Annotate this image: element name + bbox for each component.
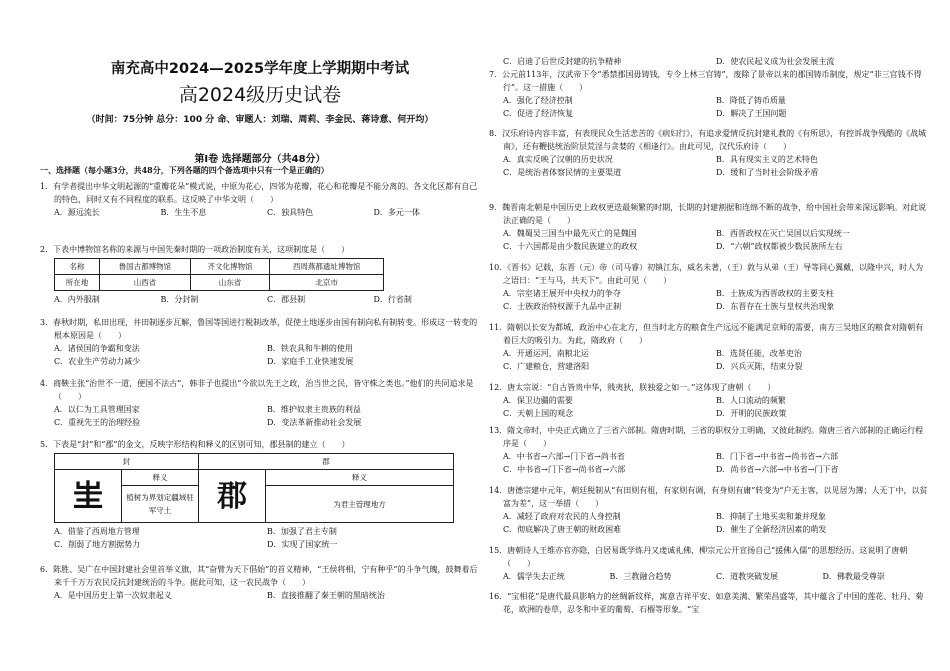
question-2	[40, 243, 480, 306]
exam-subtitle: 高2024级历史试卷	[178, 84, 342, 106]
option-c: C．削弱了地方割据势力	[54, 540, 141, 549]
table-cell: 名称	[55, 259, 100, 275]
question-stem: 16．“宝相花”是唐代最具影响力的丝绸新纹样，寓意吉祥平安、如意美满、繁荣昌盛等，其中蕴含了中国的莲花、牡丹、菊花，欧洲的卷草，忍冬和中亚的葡萄、石榴等形象。“宝	[489, 592, 924, 614]
question-13	[489, 424, 929, 476]
question-stem: 9．魏晋南北朝是中国历史上政权更迭最频繁的时期，长期的封建割据和连绵不断的战争，给中国社会带来深远影响。对此说法正确的是（ ）	[489, 203, 927, 225]
option-c: C．彻底解决了唐王朝的财政困难	[503, 525, 622, 534]
option-c: C．道教突破发展	[716, 572, 779, 581]
option-b: B．直接推翻了秦王朝的黑暗统治	[267, 591, 385, 600]
table-cell: 植树为界划定疆域驻军守土	[122, 486, 199, 523]
question-stem: 10．《晋书》记载，东晋（元）帝（司马睿）初镇江东，威名未著，（王）敦与从弟（王）导等同心翼戴，以隆中兴，时人为之语曰：“王与马，共天下”。由此可见（ ）	[489, 263, 924, 285]
question-15	[489, 544, 929, 583]
option-b: B．人口流动的频繁	[716, 396, 786, 405]
option-a: A．内外服制	[54, 295, 100, 304]
option-c: C．启迪了后世反封建的抗争精神	[503, 57, 622, 66]
table-cell: 齐文化博物馆	[190, 259, 269, 275]
option-c: C．士族政治特权源于九品中正制	[503, 302, 622, 311]
question-stem: 12．唐太宗说：“自古皆贵中华，贱夷狄，朕独爱之如一。”这体现了唐朝（ ）	[489, 383, 776, 392]
option-a: A．开通运河，南粮北运	[503, 349, 589, 358]
question-10	[489, 261, 929, 313]
instruction: 一、选择题（每小题3分，共48分，下列各题的四个备选项中只有一个是正确的）	[40, 165, 329, 175]
option-b: B．具有现实主义的艺术特色	[716, 155, 818, 164]
option-d: D．催生了全新经济因素的萌发	[716, 525, 827, 534]
section-heading: 第Ⅰ卷 选择题部分（共48分）	[194, 154, 326, 165]
option-d: D．实现了国家统一	[267, 540, 338, 549]
option-d: D．缓和了当时社会阶级矛盾	[716, 168, 819, 177]
question-4	[40, 377, 480, 429]
table-cell: 鲁国古都博物馆	[100, 259, 191, 275]
question-8	[489, 127, 929, 179]
option-b: B．抑制了土地买卖和兼并现象	[716, 512, 826, 521]
question-stem: 13．隋文帝时，中央正式确立了三省六部制。隋唐时期，三省的职权分工明确，又彼此制约。隋唐三省六部制的正确运行程序是（ ）	[489, 426, 924, 448]
option-c: C．中书省→门下省→尚书省→六部	[503, 465, 626, 474]
exam-title: 南充高中2024—2025学年度上学期期中考试	[110, 61, 410, 77]
question-14	[489, 484, 929, 536]
question-7	[489, 68, 929, 120]
table-cell: 所在地	[55, 275, 100, 291]
option-a: A．减轻了政府对农民的人身控制	[503, 512, 621, 521]
option-b: B．维护奴隶主贵族的利益	[267, 405, 361, 414]
question-5	[40, 438, 480, 551]
option-b: B．门下省→中书省→尚书省→六部	[716, 452, 838, 461]
question-stem: 2．下表中博物馆名称的来源与中国先秦时期的一项政治制度有关，这项制度是（ ）	[40, 245, 350, 254]
option-b: B．士族成为西晋政权的主要支柱	[716, 289, 834, 298]
option-a: A．中书省→六部→门下省→尚书省	[503, 452, 625, 461]
question-3	[40, 316, 480, 368]
option-b: B．西晋政权在灭亡吴国以后实现统一	[716, 229, 850, 238]
option-a: A．真实反映了汉朝的历史状况	[503, 155, 613, 164]
option-d: D．多元一体	[373, 208, 420, 217]
museum-table	[54, 258, 384, 291]
question-6	[40, 563, 480, 602]
question-11	[489, 321, 929, 373]
option-d: D．开明的民族政策	[716, 409, 787, 418]
table-cell: 北京市	[270, 275, 384, 291]
option-d: D．使农民起义成为社会发展主流	[716, 57, 835, 66]
option-a: A．魏蜀吴三国当中最先灭亡的是魏国	[503, 229, 637, 238]
table-cell: 西周燕都遗址博物馆	[270, 259, 384, 275]
question-stem: 5．下表是“封”和“郡”的金文，反映字形结构和释义的区别可知，郡县制的建立（ ）	[40, 440, 350, 449]
question-6-continued	[489, 55, 929, 68]
option-c: C．郡县制	[267, 295, 306, 304]
option-a: A．儒学失去正统	[503, 572, 565, 581]
option-a: A．源远流长	[54, 208, 100, 217]
option-a: A．借鉴了西周地方管理	[54, 527, 140, 536]
question-stem: 1．有学者提出中华文明起源的“重瓣花朵”模式说，中原为花心，四邻为花瓣，花心和花瓣是不能分离的。各文化区都有自己的特色，同时又有不同程度的联系。这反映了中华文明（ ）	[40, 182, 478, 204]
table-header: 封	[55, 454, 199, 470]
option-c: C．重视先王的治理经验	[54, 418, 141, 427]
table-header: 郡	[199, 454, 454, 470]
question-stem: 11．隋朝以长安为都城，政治中心在北方，但当时北方的粮食生产远远不能满足京师的需要，南方三吴地区的粮食对隋朝有着巨大的吸引力。为此，隋政府（ ）	[489, 323, 924, 345]
option-a: A．强化了经济控制	[503, 96, 573, 105]
option-a: A．以仁为工具管理国家	[54, 405, 140, 414]
question-stem: 3．春秋时期，私田出现，井田制逐步瓦解，鲁国等国进行税制改革，促使土地逐步由国有制向私有制转变。形成这一转变的根本原因是（ ）	[40, 318, 478, 340]
bronze-glyph-feng: 𡉚	[55, 470, 122, 523]
question-stem: 15．唐朝诗人王维亦官亦隐，白居易既学炼丹又虔诚礼佛，柳宗元公开宣扬自己“援佛入儒”的思想经历。这说明了唐朝（ ）	[489, 546, 908, 568]
option-b: B．选贤任能，改革吏治	[716, 349, 802, 358]
option-b: B．三教融合趋势	[609, 572, 672, 581]
option-d: D．解决了王国问题	[716, 109, 787, 118]
table-cell: 为君主管理地方	[266, 486, 454, 523]
option-d: D．变法革新推动社会发展	[267, 418, 362, 427]
question-1	[40, 180, 480, 219]
question-stem: 6．陈胜、吴广在中国封建社会里首举义旗，其“奋臂为天下倡始”的首义精神，“王侯将相，宁有种乎”的斗争气魄，鼓舞着后来千千万万农民反抗封建统治的斗争。据此可知，这一农民战争（ ）	[40, 565, 478, 587]
option-c: C．广建粮仓，营建洛阳	[503, 362, 590, 371]
option-d: D．“六朝”政权都被少数民族所左右	[716, 242, 843, 251]
exam-meta: （时间：75分钟 总分：100 分 命、审题人：刘瑞、周莉、李金民、蒋诗意、何开均）	[86, 115, 434, 125]
option-b: B．降低了铸币质量	[716, 96, 786, 105]
option-b: B．加强了君主专制	[267, 527, 337, 536]
option-d: D．家庭手工业快速发展	[267, 357, 354, 366]
glyph-table	[54, 453, 454, 523]
option-b: B．铁农具和牛耕的使用	[267, 344, 353, 353]
option-c: C．独具特色	[267, 208, 314, 217]
question-12	[489, 381, 929, 420]
option-d: D．兴兵灭陈，结束分裂	[716, 362, 803, 371]
question-stem: 8．汉乐府诗内容丰富，有表现民众生活悲苦的《病妇行》，有追求爱情反抗封建礼教的《有所思》，有控诉战争残酷的《战城南》，还有鞭挞统治阶层荒淫与贪婪的《相逢行》。由此可见，汉代乐府诗（ ）	[489, 129, 927, 151]
option-c: C．是统治者体察民情的主要渠道	[503, 168, 622, 177]
option-b: B．分封制	[160, 295, 199, 304]
option-c: C．天朝上国的观念	[503, 409, 574, 418]
option-c: C．十六国都是由少数民族建立的政权	[503, 242, 638, 251]
option-c: C．促进了经济恢复	[503, 109, 574, 118]
option-a: A．是中国历史上第一次奴隶起义	[54, 591, 172, 600]
table-cell: 山西省	[100, 275, 191, 291]
option-d: D．佛教最受尊崇	[822, 572, 885, 581]
option-d: D．行省制	[373, 295, 412, 304]
question-stem: 14．唐德宗建中元年，朝廷税制从“有田则有租，有家则有调，有身则有庸”转变为“户无主客，以见居为簿；人无丁中，以贫富为差”，这一举措（ ）	[489, 486, 928, 508]
option-d: D．东晋存在士族与皇权共治现象	[716, 302, 835, 311]
option-a: A．诸侯国的争霸和变法	[54, 344, 140, 353]
option-a: A．宗室诸王展开中央权力的争夺	[503, 289, 621, 298]
option-a: A．保卫边疆的需要	[503, 396, 573, 405]
question-9	[489, 201, 929, 253]
question-stem: 7．公元前113年，汉武帝下令“悉禁郡国毋铸钱，专令上林三官铸”，废除了景帝以来的郡国铸币制度，规定“非三官钱不得行”。这一措施（ ）	[489, 70, 922, 92]
option-b: B．生生不息	[160, 208, 207, 217]
table-cell: 释义	[122, 470, 199, 486]
option-d: D．尚书省→六部→中书省→门下省	[716, 465, 839, 474]
bronze-glyph-jun: 郡	[199, 470, 266, 523]
question-16	[489, 590, 929, 616]
table-cell: 释义	[266, 470, 454, 486]
option-c: C．农业生产劳动力减少	[54, 357, 141, 366]
table-cell: 山东省	[190, 275, 269, 291]
question-stem: 4．商鞅主张“治世不一道，便国不法古”，韩非子也提出“今欲以先王之政，治当世之民，皆守株之类也。”他们的共同追求是（ ）	[40, 379, 474, 401]
